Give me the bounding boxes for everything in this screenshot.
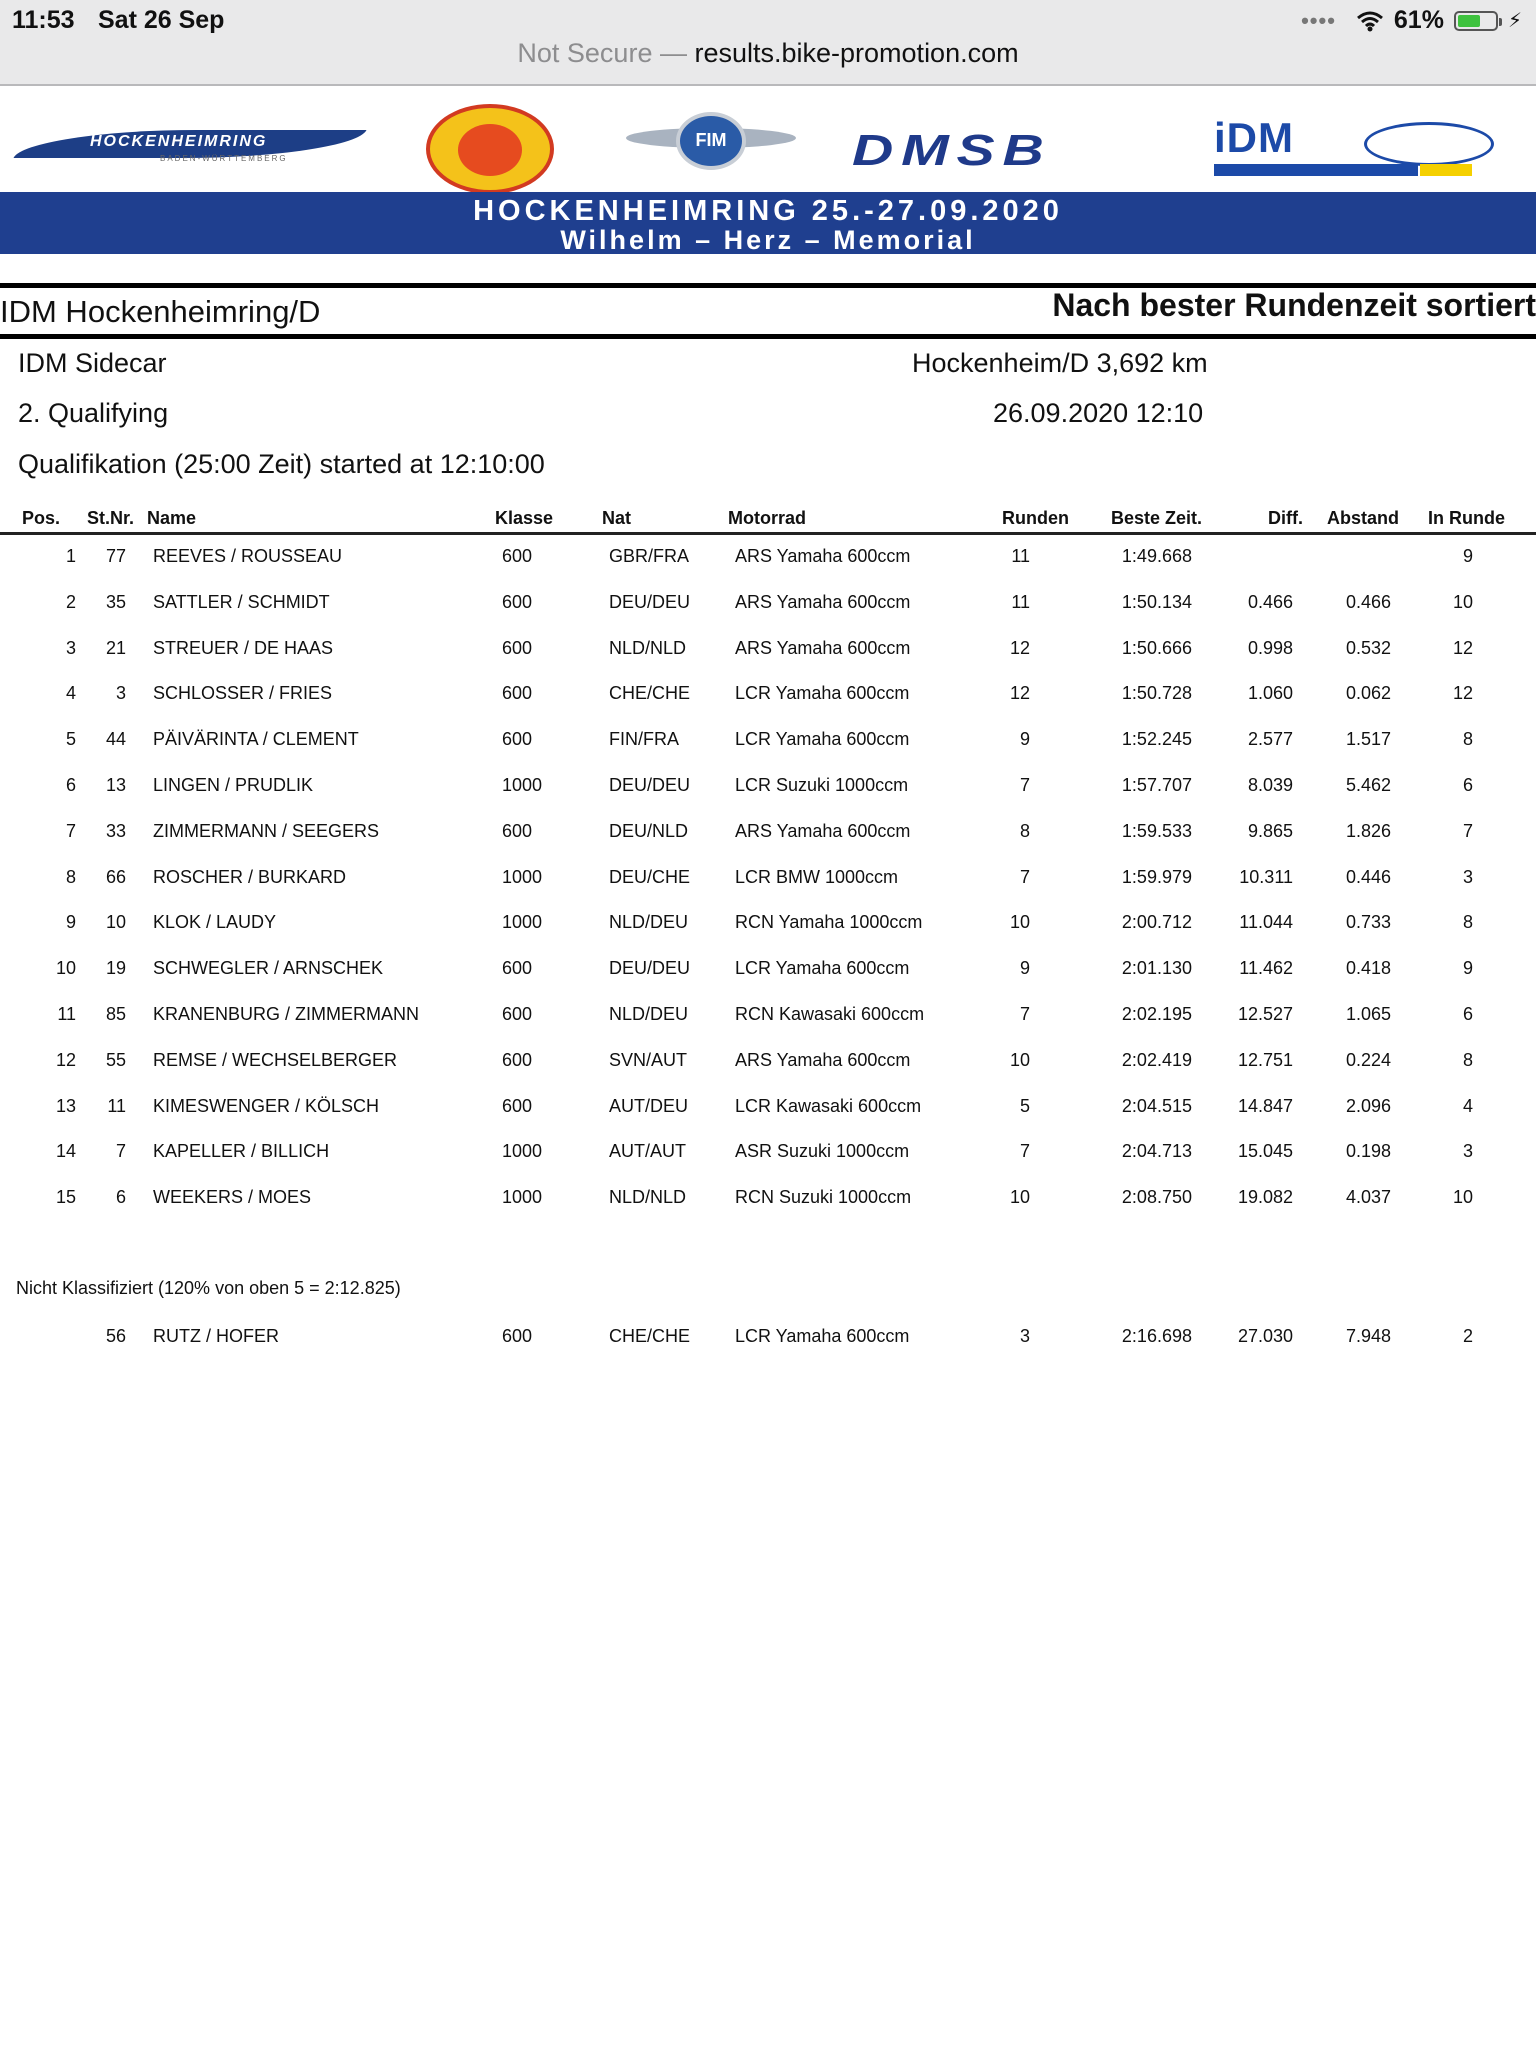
cell-nat: CHE/CHE bbox=[609, 1326, 691, 1346]
cell-stnr: 3 bbox=[115, 683, 126, 704]
cell-diff: 15.045 bbox=[1237, 1141, 1293, 1162]
table-row bbox=[0, 900, 1536, 946]
cell-beste: 1:49.668 bbox=[1121, 546, 1192, 566]
cell-motorrad: ASR Suzuki 1000ccm bbox=[735, 1141, 910, 1162]
cell-abstand: 0.198 bbox=[1345, 1141, 1391, 1162]
cell-diff: 0.998 bbox=[1247, 637, 1293, 658]
cell-klasse: 600 bbox=[502, 958, 533, 979]
cell-motorrad: ARS Yamaha 600ccm bbox=[735, 820, 911, 841]
cell-stnr: 21 bbox=[105, 637, 126, 658]
cell-beste: 2:01.130 bbox=[1121, 958, 1192, 979]
cell-beste: 2:08.750 bbox=[1121, 1187, 1192, 1208]
cell-nat: FIN/FRA bbox=[609, 729, 679, 750]
cell-stnr: 11 bbox=[107, 1095, 126, 1116]
cell-inrunde: 10 bbox=[1452, 591, 1473, 612]
col-nat: Nat bbox=[602, 508, 632, 528]
cell-stnr: 56 bbox=[105, 1326, 126, 1346]
cell-inrunde: 8 bbox=[1462, 1049, 1473, 1070]
cell-pos: 7 bbox=[65, 820, 76, 841]
table-row bbox=[0, 946, 1536, 992]
cell-name: KLOK / LAUDY bbox=[153, 912, 277, 933]
cell-stnr: 85 bbox=[105, 1004, 126, 1024]
cell-stnr: 10 bbox=[105, 912, 126, 933]
table-row bbox=[0, 1175, 1536, 1221]
cell-beste: 2:04.713 bbox=[1121, 1141, 1192, 1162]
cell-runden: 7 bbox=[1019, 775, 1030, 795]
cell-klasse: 600 bbox=[502, 1326, 533, 1346]
cell-abstand: 1.517 bbox=[1345, 729, 1391, 750]
cell-klasse: 600 bbox=[502, 683, 533, 704]
cell-klasse: 1000 bbox=[502, 775, 543, 795]
table-row bbox=[0, 855, 1536, 901]
cell-diff: 19.082 bbox=[1237, 1187, 1293, 1208]
cell-pos: 5 bbox=[65, 729, 76, 750]
cell-beste: 2:02.195 bbox=[1121, 1004, 1192, 1024]
cell-inrunde: 12 bbox=[1452, 637, 1473, 658]
cell-diff: 0.466 bbox=[1247, 591, 1293, 612]
cell-diff: 1.060 bbox=[1247, 683, 1293, 704]
cell-nat: NLD/DEU bbox=[609, 1004, 689, 1024]
cell-name: SCHWEGLER / ARNSCHEK bbox=[153, 958, 384, 979]
cell-runden: 12 bbox=[1009, 683, 1030, 704]
cell-inrunde: 4 bbox=[1462, 1095, 1473, 1116]
cell-pos: 14 bbox=[55, 1141, 76, 1162]
cell-diff: 10.311 bbox=[1239, 866, 1293, 887]
cell-inrunde: 9 bbox=[1462, 958, 1473, 979]
cell-klasse: 1000 bbox=[502, 866, 543, 887]
cell-diff: 9.865 bbox=[1247, 820, 1293, 841]
cell-motorrad: LCR BMW 1000ccm bbox=[735, 866, 899, 887]
cell-name: KAPELLER / BILLICH bbox=[153, 1141, 330, 1162]
sponsor-logos bbox=[0, 86, 1536, 192]
cell-abstand: 7.948 bbox=[1345, 1326, 1391, 1346]
cell-runden: 5 bbox=[1019, 1095, 1030, 1116]
table-row bbox=[0, 671, 1536, 717]
cell-nat: SVN/AUT bbox=[609, 1049, 688, 1070]
col-in-runde: In Runde bbox=[1428, 508, 1505, 528]
cell-runden: 12 bbox=[1009, 637, 1030, 658]
cell-pos: 15 bbox=[55, 1187, 76, 1208]
cell-diff: 27.030 bbox=[1237, 1326, 1293, 1346]
banner-line1: HOCKENHEIMRING 25.-27.09.2020 bbox=[473, 195, 1063, 227]
cell-name: STREUER / DE HAAS bbox=[153, 637, 334, 658]
cell-stnr: 44 bbox=[105, 729, 126, 750]
class-name: IDM Sidecar bbox=[18, 348, 167, 378]
cell-motorrad: RCN Suzuki 1000ccm bbox=[735, 1187, 912, 1208]
cell-runden: 10 bbox=[1009, 1049, 1030, 1070]
cell-runden: 3 bbox=[1019, 1326, 1030, 1346]
cell-beste: 1:52.245 bbox=[1121, 729, 1192, 750]
cell-pos: 3 bbox=[65, 637, 76, 658]
cell-abstand: 0.418 bbox=[1345, 958, 1391, 979]
cell-runden: 11 bbox=[1011, 546, 1030, 566]
cell-runden: 8 bbox=[1019, 820, 1030, 841]
cell-stnr: 6 bbox=[115, 1187, 126, 1208]
cell-inrunde: 8 bbox=[1462, 912, 1473, 933]
cell-name: ZIMMERMANN / SEEGERS bbox=[153, 820, 380, 841]
cell-klasse: 600 bbox=[502, 591, 533, 612]
cell-nat: NLD/NLD bbox=[609, 1187, 687, 1208]
cell-pos: 4 bbox=[65, 683, 76, 704]
cell-motorrad: RCN Kawasaki 600ccm bbox=[735, 1004, 925, 1024]
divider-bottom bbox=[0, 334, 1536, 339]
cell-beste: 2:00.712 bbox=[1121, 912, 1192, 933]
cell-klasse: 1000 bbox=[502, 1187, 543, 1208]
cell-klasse: 1000 bbox=[502, 1141, 543, 1162]
session-datetime: 26.09.2020 12:10 bbox=[993, 398, 1204, 428]
cell-motorrad: ARS Yamaha 600ccm bbox=[735, 591, 911, 612]
cell-stnr: 35 bbox=[105, 591, 126, 612]
table-row bbox=[0, 534, 1536, 580]
cell-runden: 7 bbox=[1019, 1141, 1030, 1162]
col-runden: Runden bbox=[1002, 508, 1069, 528]
security-label: Not Secure — bbox=[517, 38, 687, 68]
cell-abstand: 4.037 bbox=[1345, 1187, 1391, 1208]
cell-name: SCHLOSSER / FRIES bbox=[153, 683, 333, 704]
cell-inrunde: 6 bbox=[1462, 1004, 1473, 1024]
cell-inrunde: 12 bbox=[1452, 683, 1473, 704]
cell-stnr: 66 bbox=[105, 866, 126, 887]
cell-abstand: 1.065 bbox=[1345, 1004, 1391, 1024]
cell-pos: 12 bbox=[55, 1049, 76, 1070]
cell-inrunde: 7 bbox=[1462, 820, 1473, 841]
cell-name: REMSE / WECHSELBERGER bbox=[153, 1049, 398, 1070]
address-bar[interactable] bbox=[0, 38, 1536, 69]
cell-inrunde: 2 bbox=[1462, 1326, 1473, 1346]
col-pos: Pos. bbox=[22, 508, 61, 528]
charging-bolt-icon: ⚡ bbox=[1507, 10, 1522, 32]
cell-inrunde: 9 bbox=[1462, 546, 1473, 566]
cell-abstand: 1.826 bbox=[1345, 820, 1391, 841]
cell-name: ROSCHER / BURKARD bbox=[153, 866, 347, 887]
cell-klasse: 600 bbox=[502, 546, 533, 566]
cell-klasse: 600 bbox=[502, 1049, 533, 1070]
cell-pos: 1 bbox=[65, 546, 76, 566]
cell-nat: GBR/FRA bbox=[609, 546, 690, 566]
cell-abstand: 0.062 bbox=[1345, 683, 1391, 704]
cell-abstand: 0.532 bbox=[1345, 637, 1391, 658]
cell-nat: DEU/DEU bbox=[609, 958, 691, 979]
table-row bbox=[0, 1129, 1536, 1175]
status-date: Sat 26 Sep bbox=[98, 6, 225, 34]
fim-europe-logo: FIM bbox=[626, 110, 796, 188]
cell-diff: 11.044 bbox=[1239, 912, 1293, 933]
cell-stnr: 19 bbox=[105, 958, 126, 979]
cell-beste: 1:59.979 bbox=[1121, 866, 1192, 887]
cell-diff: 12.527 bbox=[1237, 1004, 1293, 1024]
cell-runden: 7 bbox=[1019, 866, 1030, 887]
cell-pos: 6 bbox=[65, 775, 76, 795]
url-host: results.bike-promotion.com bbox=[694, 38, 1019, 68]
idm-logo: iDM bbox=[1214, 114, 1496, 184]
cell-pos: 9 bbox=[65, 912, 76, 933]
cell-motorrad: LCR Yamaha 600ccm bbox=[735, 683, 910, 704]
cell-klasse: 600 bbox=[502, 820, 533, 841]
col-abstand: Abstand bbox=[1327, 508, 1399, 528]
cell-nat: NLD/DEU bbox=[609, 912, 689, 933]
cell-abstand: 0.466 bbox=[1345, 591, 1391, 612]
cell-nat: AUT/AUT bbox=[609, 1141, 687, 1162]
track-info: Hockenheim/D 3,692 km bbox=[912, 348, 1208, 378]
cell-stnr: 7 bbox=[115, 1141, 126, 1162]
event-banner bbox=[0, 192, 1536, 254]
cell-nat: DEU/DEU bbox=[609, 591, 691, 612]
table-row bbox=[0, 717, 1536, 763]
cell-motorrad: LCR Yamaha 600ccm bbox=[735, 958, 910, 979]
cell-nat: DEU/DEU bbox=[609, 775, 691, 795]
cell-motorrad: LCR Suzuki 1000ccm bbox=[735, 775, 909, 795]
cell-runden: 9 bbox=[1019, 729, 1030, 750]
cell-pos: 10 bbox=[55, 958, 76, 979]
cell-name: PÄIVÄRINTA / CLEMENT bbox=[153, 729, 359, 750]
cell-nat: AUT/DEU bbox=[609, 1095, 689, 1116]
col-beste-zeit: Beste Zeit. bbox=[1111, 508, 1203, 528]
cell-pos: 11 bbox=[57, 1004, 76, 1024]
cell-name: KRANENBURG / ZIMMERMANN bbox=[153, 1004, 420, 1024]
table-row bbox=[0, 626, 1536, 672]
battery-icon bbox=[1454, 11, 1498, 31]
cell-diff: 14.847 bbox=[1237, 1095, 1293, 1116]
cell-diff: 8.039 bbox=[1247, 775, 1293, 795]
sort-note: Nach bester Rundenzeit sortiert bbox=[1052, 287, 1536, 323]
table-row bbox=[0, 1084, 1536, 1130]
cell-motorrad: LCR Yamaha 600ccm bbox=[735, 1326, 910, 1346]
cell-pos: 13 bbox=[55, 1095, 76, 1116]
cell-inrunde: 6 bbox=[1462, 775, 1473, 795]
cell-inrunde: 10 bbox=[1452, 1187, 1473, 1208]
banner-line2: Wilhelm – Herz – Memorial bbox=[560, 225, 976, 255]
cell-nat: DEU/CHE bbox=[609, 866, 691, 887]
col-name: Name bbox=[147, 508, 197, 528]
dmsb-logo: DMSB bbox=[852, 126, 1052, 175]
cell-beste: 1:59.533 bbox=[1121, 820, 1192, 841]
cell-runden: 9 bbox=[1019, 958, 1030, 979]
cell-abstand: 0.733 bbox=[1345, 912, 1391, 933]
signal-dots-icon: •••• bbox=[1301, 7, 1336, 33]
cell-inrunde: 3 bbox=[1462, 1141, 1473, 1162]
cell-klasse: 600 bbox=[502, 1095, 533, 1116]
results-table-header bbox=[0, 506, 1536, 535]
cell-diff: 2.577 bbox=[1247, 729, 1293, 750]
session-name: 2. Qualifying bbox=[18, 398, 169, 428]
cell-pos: 2 bbox=[65, 591, 76, 612]
cell-diff: 11.462 bbox=[1239, 958, 1293, 979]
status-time: 11:53 bbox=[12, 6, 75, 34]
col-diff: Diff. bbox=[1268, 508, 1303, 528]
cell-name: KIMESWENGER / KÖLSCH bbox=[153, 1095, 380, 1116]
cell-beste: 2:16.698 bbox=[1121, 1326, 1192, 1346]
cell-klasse: 600 bbox=[502, 729, 533, 750]
cell-runden: 10 bbox=[1009, 912, 1030, 933]
cell-motorrad: RCN Yamaha 1000ccm bbox=[735, 912, 923, 933]
cell-nat: NLD/NLD bbox=[609, 637, 687, 658]
cell-name: SATTLER / SCHMIDT bbox=[153, 591, 330, 612]
cell-beste: 2:02.419 bbox=[1121, 1049, 1192, 1070]
cell-diff: 12.751 bbox=[1237, 1049, 1293, 1070]
cell-name: WEEKERS / MOES bbox=[153, 1187, 312, 1208]
hockenheimring-logo: HOCKENHEIMRING BADEN-WÜRTTEMBERG bbox=[20, 124, 360, 162]
cell-name: RUTZ / HOFER bbox=[153, 1326, 279, 1346]
cell-stnr: 77 bbox=[105, 546, 126, 566]
col-stnr: St.Nr. bbox=[87, 508, 135, 528]
table-row bbox=[0, 763, 1536, 809]
status-right bbox=[1301, 6, 1522, 35]
table-row bbox=[0, 1038, 1536, 1084]
cell-motorrad: ARS Yamaha 600ccm bbox=[735, 637, 911, 658]
col-motorrad: Motorrad bbox=[728, 508, 806, 528]
cell-klasse: 600 bbox=[502, 637, 533, 658]
cell-stnr: 13 bbox=[105, 775, 126, 795]
motorsport-club-logo bbox=[426, 104, 554, 194]
qualifying-info: Qualifikation (25:00 Zeit) started at 12:10:00 bbox=[18, 449, 545, 479]
cell-inrunde: 3 bbox=[1462, 866, 1473, 887]
cell-pos: 8 bbox=[65, 866, 76, 887]
cell-abstand: 5.462 bbox=[1345, 775, 1391, 795]
cell-beste: 2:04.515 bbox=[1121, 1095, 1192, 1116]
cell-abstand: 0.446 bbox=[1345, 866, 1391, 887]
cell-klasse: 600 bbox=[502, 1004, 533, 1024]
table-row bbox=[0, 580, 1536, 626]
cell-abstand: 0.224 bbox=[1345, 1049, 1391, 1070]
cell-name: REEVES / ROUSSEAU bbox=[153, 546, 343, 566]
table-row bbox=[0, 1314, 1536, 1360]
status-bar bbox=[0, 0, 1536, 86]
table-row bbox=[0, 809, 1536, 855]
cell-motorrad: ARS Yamaha 600ccm bbox=[735, 1049, 911, 1070]
cell-inrunde: 8 bbox=[1462, 729, 1473, 750]
cell-beste: 1:50.666 bbox=[1121, 637, 1192, 658]
cell-stnr: 33 bbox=[105, 820, 126, 841]
cell-beste: 1:57.707 bbox=[1121, 775, 1192, 795]
battery-percent: 61% bbox=[1393, 6, 1444, 34]
event-title: IDM Hockenheimring/D bbox=[0, 294, 321, 329]
cell-motorrad: ARS Yamaha 600ccm bbox=[735, 546, 911, 566]
cell-nat: DEU/NLD bbox=[609, 820, 689, 841]
cell-beste: 1:50.728 bbox=[1121, 683, 1192, 704]
cell-stnr: 55 bbox=[105, 1049, 126, 1070]
table-row bbox=[0, 992, 1536, 1038]
wifi-icon bbox=[1356, 10, 1384, 32]
not-classified-label: Nicht Klassifiziert (120% von oben 5 = 2:12.825) bbox=[16, 1278, 401, 1298]
cell-motorrad: LCR Yamaha 600ccm bbox=[735, 729, 910, 750]
cell-beste: 1:50.134 bbox=[1121, 591, 1192, 612]
cell-nat: CHE/CHE bbox=[609, 683, 691, 704]
col-klasse: Klasse bbox=[495, 508, 554, 528]
cell-runden: 7 bbox=[1019, 1004, 1030, 1024]
cell-motorrad: LCR Kawasaki 600ccm bbox=[735, 1095, 922, 1116]
cell-runden: 11 bbox=[1011, 591, 1030, 612]
cell-abstand: 2.096 bbox=[1345, 1095, 1391, 1116]
cell-klasse: 1000 bbox=[502, 912, 543, 933]
cell-runden: 10 bbox=[1009, 1187, 1030, 1208]
cell-name: LINGEN / PRUDLIK bbox=[153, 775, 314, 795]
